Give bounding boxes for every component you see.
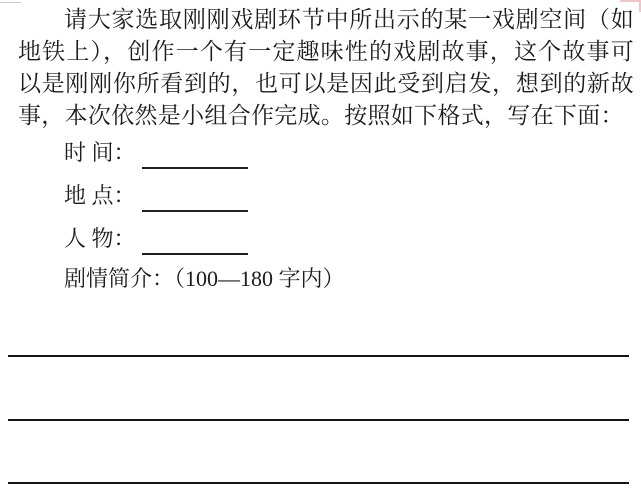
writing-line [8, 482, 629, 484]
field-place [64, 183, 248, 209]
field-label-place: 地 点： [64, 183, 136, 208]
field-label-characters: 人 物： [64, 226, 136, 251]
field-characters [64, 226, 248, 252]
writing-line [8, 419, 629, 421]
top-left-scan-artifact [0, 2, 21, 3]
synopsis-label: 剧情简介：（100—180 字内） [64, 266, 345, 291]
writing-line [8, 355, 629, 357]
characters-blank-line [142, 231, 248, 255]
instruction-paragraph: 请大家选取刚刚戏剧环节中所出示的某一戏剧空间（如地铁上），创作一个有一定趣味性的戏剧故事，这个故事可以是刚刚你所看到的，也可以是因此受到启发，想到的新故事，本次依然是小组合作完成。按照如下格式，写在下面： [18, 7, 634, 128]
field-label-time: 时 间： [64, 140, 136, 165]
time-blank-line [142, 145, 248, 169]
place-blank-line [142, 188, 248, 212]
field-time [64, 140, 248, 166]
